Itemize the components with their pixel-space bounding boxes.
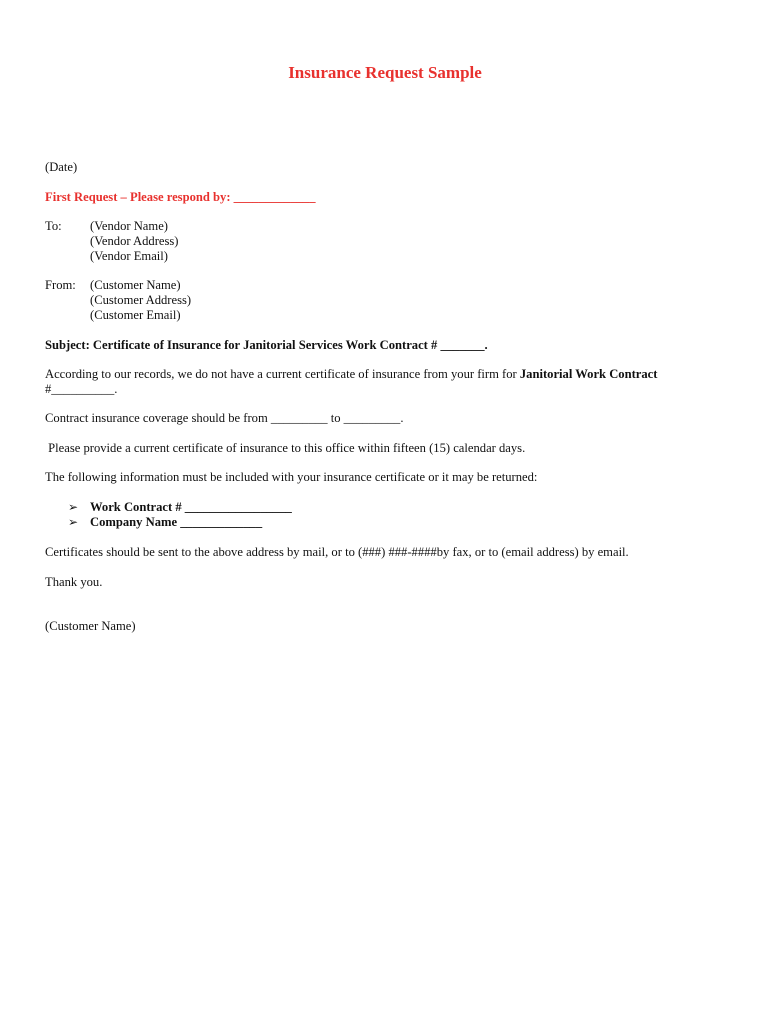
customer-address: (Customer Address) <box>90 293 192 307</box>
subject-line: Subject: Certificate of Insurance for Janitorial Services Work Contract # _______. <box>45 338 488 352</box>
customer-name: (Customer Name) <box>90 278 181 292</box>
first-request-line: First Request – Please respond by: _____________ <box>45 190 316 204</box>
customer-email: (Customer Email) <box>90 308 181 322</box>
arrow-bullet-icon: ➢ <box>68 515 79 529</box>
vendor-address: (Vendor Address) <box>90 234 179 248</box>
paragraph-records <box>45 367 657 382</box>
date-line: (Date) <box>45 160 78 174</box>
bullet-company-name: Company Name _____________ <box>90 515 263 529</box>
paragraph-following: The following information must be included with your insurance certificate or it may be returned: <box>45 470 538 484</box>
bullet-work-contract: Work Contract # _________________ <box>90 500 292 514</box>
from-label: From: <box>45 278 76 292</box>
vendor-name: (Vendor Name) <box>90 219 168 233</box>
paragraph-provide: Please provide a current certificate of insurance to this office within fifteen (15) calendar days. <box>45 441 526 455</box>
paragraph-coverage: Contract insurance coverage should be from _________ to _________. <box>45 411 404 425</box>
document-title: Insurance Request Sample <box>288 63 482 82</box>
vendor-email: (Vendor Email) <box>90 249 168 263</box>
signature-line: (Customer Name) <box>45 619 136 633</box>
paragraph-records-text: According to our records, we do not have a current certificate of insurance from your firm for <box>45 367 520 381</box>
to-label: To: <box>45 219 62 233</box>
paragraph-records-line2: #__________. <box>45 382 118 396</box>
paragraph-records-bold: Janitorial Work Contract <box>519 367 658 381</box>
closing-line: Thank you. <box>45 575 103 589</box>
paragraph-certificates: Certificates should be sent to the above address by mail, or to (###) ###-####by fax, or to (email address) by email. <box>45 545 629 559</box>
arrow-bullet-icon: ➢ <box>68 500 79 514</box>
